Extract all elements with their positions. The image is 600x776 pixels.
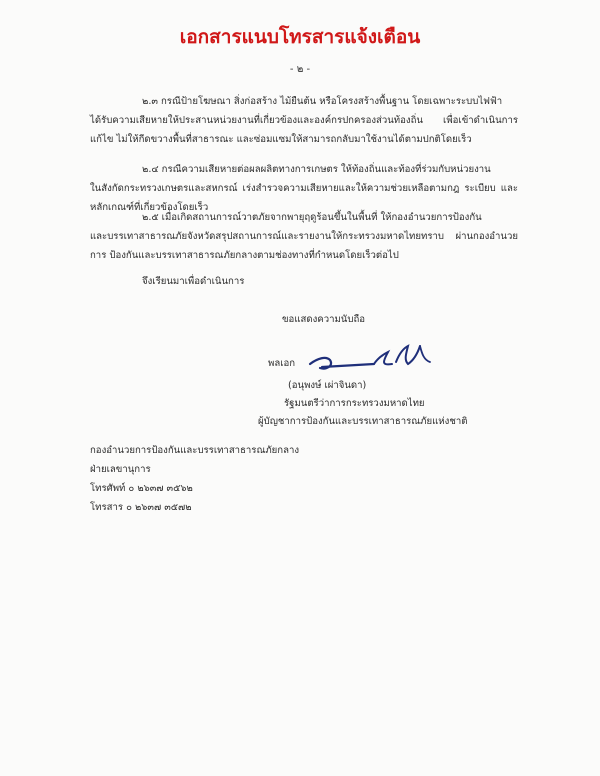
paragraph-body: ได้รับความเสียหายให้ประสานหน่วยงานที่เกี่ยวข้องและองค์กรปกครองส่วนท้องถิ่น เพื่อเข้าดำเนินการแก้ไข ไม่ให้กีดขวางพื้นที่สาธารณะ และซ่อมแซมให้สามารถกลับมาใช้งานได้ตามปกติโดยเร็ว	[90, 115, 518, 145]
signatory-rank: พลเอก	[268, 358, 296, 369]
paragraph-2-3	[90, 92, 518, 149]
handwritten-signature	[304, 340, 454, 380]
contact-block	[90, 441, 299, 517]
page-number: - ๒ -	[289, 64, 311, 75]
closing-line: จึงเรียนมาเพื่อดำเนินการ	[142, 276, 245, 287]
contact-phone: โทรศัพท์ ๐ ๒๖๓๗ ๓๕๖๒	[90, 483, 193, 494]
paragraph-body: และบรรเทาสาธารณภัยจังหวัดสรุปสถานการณ์และรายงานให้กระทรวงมหาดไทยทราบ ผ่านกองอำนวยการ ป้องกันและบรรเทาสาธารณภัยกลางตามช่องทางที่กำหนดโดยเร็วต่อไป	[90, 231, 518, 261]
document-title: เอกสารแนบโทรสารแจ้งเตือน	[179, 26, 421, 48]
contact-unit: ฝ่ายเลขานุการ	[90, 464, 151, 475]
signature-block	[240, 344, 500, 434]
contact-office: กองอำนวยการป้องกันและบรรเทาสาธารณภัยกลาง	[90, 445, 300, 456]
signatory-position-1: รัฐมนตรีว่าการกระทรวงมหาดไทย	[284, 398, 425, 409]
signatory-name: (อนุพงษ์ เผ่าจินดา)	[288, 380, 367, 391]
paragraph-2-5	[90, 208, 518, 265]
paragraph-body: ในสังกัดกระทรวงเกษตรและสหกรณ์ เร่งสำรวจความเสียหายและให้ความช่วยเหลือตามกฎ ระเบียบ และหลักเกณฑ์ที่เกี่ยวข้องโดยเร็ว	[90, 183, 518, 213]
regards-line: ขอแสดงความนับถือ	[282, 314, 366, 325]
paragraph-first-line: ๒.๓ กรณีป้ายโฆษณา สิ่งก่อสร้าง ไม้ยืนต้น หรือโครงสร้างพื้นฐาน โดยเฉพาะระบบไฟฟ้า	[142, 96, 503, 107]
paragraph-first-line: ๒.๔ กรณีความเสียหายต่อผลผลิตทางการเกษตร ให้ท้องถิ่นและท้องที่ร่วมกับหน่วยงาน	[142, 164, 491, 175]
paragraph-first-line: ๒.๕ เมื่อเกิดสถานการณ์วาตภัยจากพายุฤดูร้อนขึ้นในพื้นที่ ให้กองอำนวยการป้องกัน	[142, 212, 482, 223]
contact-fax: โทรสาร ๐ ๒๖๓๗ ๓๕๗๒	[90, 502, 192, 513]
signatory-position-2: ผู้บัญชาการป้องกันและบรรเทาสาธารณภัยแห่งชาติ	[258, 416, 468, 427]
